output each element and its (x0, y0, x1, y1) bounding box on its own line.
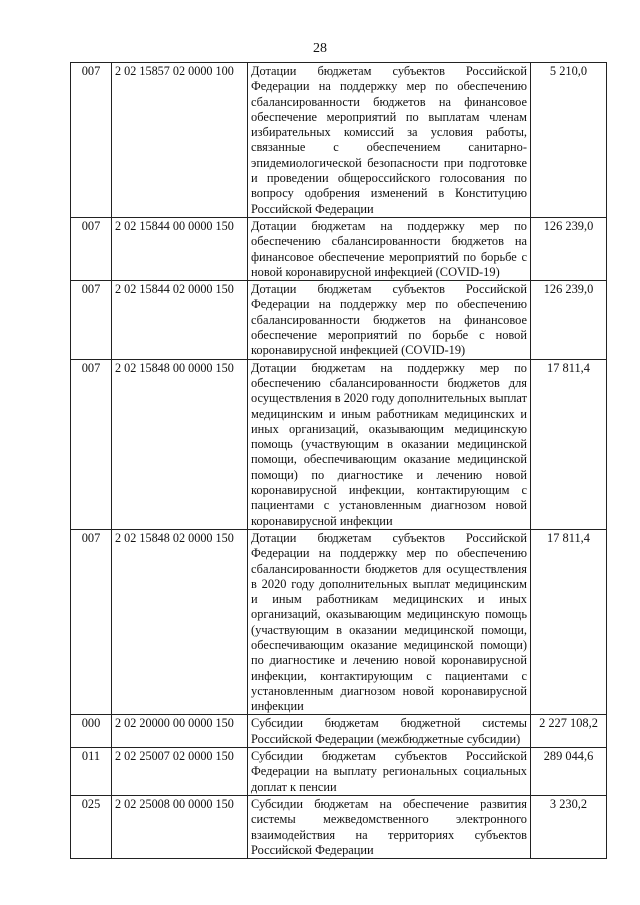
revenue-name-cell: Субсидии бюджетам субъектов Российской Федерации на выплату региональных социальных доплат к пенсии (248, 748, 531, 796)
revenue-name-cell: Субсидии бюджетам бюджетной системы Российской Федерации (межбюджетные субсидии) (248, 715, 531, 748)
admin-code-cell: 007 (71, 217, 112, 280)
table-row (71, 63, 607, 218)
admin-code-cell: 007 (71, 359, 112, 529)
revenue-name-cell: Дотации бюджетам субъектов Российской Федерации на поддержку мер по обеспечению сбалансированности бюджетов на финансовое обеспечение мероприятий по борьбе с новой коронавирусной инфекцией (COVID-19) (248, 281, 531, 359)
page-number: 28 (313, 41, 327, 56)
table-body (71, 63, 607, 859)
admin-code-cell: 000 (71, 715, 112, 748)
table-row (71, 359, 607, 529)
revenue-name-cell: Дотации бюджетам на поддержку мер по обеспечению сбалансированности бюджетов на финансовое обеспечение мероприятий по борьбе с новой коронавирусной инфекцией (COVID-19) (248, 217, 531, 280)
budget-classification-code-cell: 2 02 25007 02 0000 150 (112, 748, 248, 796)
budget-classification-code-cell: 2 02 15844 02 0000 150 (112, 281, 248, 359)
amount-cell: 5 210,0 (531, 63, 607, 218)
table-row (71, 715, 607, 748)
budget-classification-code-cell: 2 02 15848 00 0000 150 (112, 359, 248, 529)
amount-cell: 2 227 108,2 (531, 715, 607, 748)
table-row (71, 217, 607, 280)
revenue-name-cell: Дотации бюджетам субъектов Российской Федерации на поддержку мер по обеспечению сбалансированности бюджетов для осуществления в 2020 году дополнительных выплат медицинским и иным работникам медицинских и иных организаций, оказывающим медицинскую помощь (участвующим в оказании медицинской помощи, обеспечивающим оказание медицинской помощи) по диагностике и лечению новой коронавирусной инфекции, контактирующим с пациентами с установленным диагнозом новой коронавирусной инфекции (248, 529, 531, 715)
amount-cell: 3 230,2 (531, 795, 607, 858)
admin-code-cell: 025 (71, 795, 112, 858)
revenue-name-cell: Дотации бюджетам на поддержку мер по обеспечению сбалансированности бюджетов для осуществления в 2020 году дополнительных выплат медицинским и иным работникам медицинских и иных организаций, оказывающим медицинскую помощь (участвующим в оказании медицинской помощи, обеспечивающим оказание медицинской помощи) по диагностике и лечению новой коронавирусной инфекции, контактирующим с пациентами с установленным диагнозом новой коронавирусной инфекции (248, 359, 531, 529)
table-row (71, 748, 607, 796)
table-row (71, 529, 607, 715)
admin-code-cell: 007 (71, 281, 112, 359)
admin-code-cell: 007 (71, 529, 112, 715)
revenue-name-cell: Субсидии бюджетам на обеспечение развития системы межведомственного электронного взаимодействия на территориях субъектов Российской Федерации (248, 795, 531, 858)
budget-classification-code-cell: 2 02 15848 02 0000 150 (112, 529, 248, 715)
table-row (71, 281, 607, 359)
budget-classification-code-cell: 2 02 20000 00 0000 150 (112, 715, 248, 748)
budget-classification-code-cell: 2 02 25008 00 0000 150 (112, 795, 248, 858)
amount-cell: 126 239,0 (531, 281, 607, 359)
amount-cell: 17 811,4 (531, 359, 607, 529)
revenue-name-cell: Дотации бюджетам субъектов Российской Федерации на поддержку мер по обеспечению сбалансированности бюджетов на финансовое обеспечение мероприятий по выплатам членам избирательных комиссий за условия работы, связанные с обеспечением санитарно-эпидемиологической безопасности при подготовке и проведении общероссийского голосования по вопросу одобрения изменений в Конституцию Российской Федерации (248, 63, 531, 218)
budget-revenue-table (70, 62, 607, 859)
budget-classification-code-cell: 2 02 15844 00 0000 150 (112, 217, 248, 280)
admin-code-cell: 011 (71, 748, 112, 796)
budget-classification-code-cell: 2 02 15857 02 0000 100 (112, 63, 248, 218)
amount-cell: 126 239,0 (531, 217, 607, 280)
admin-code-cell: 007 (71, 63, 112, 218)
table-row (71, 795, 607, 858)
amount-cell: 289 044,6 (531, 748, 607, 796)
amount-cell: 17 811,4 (531, 529, 607, 715)
